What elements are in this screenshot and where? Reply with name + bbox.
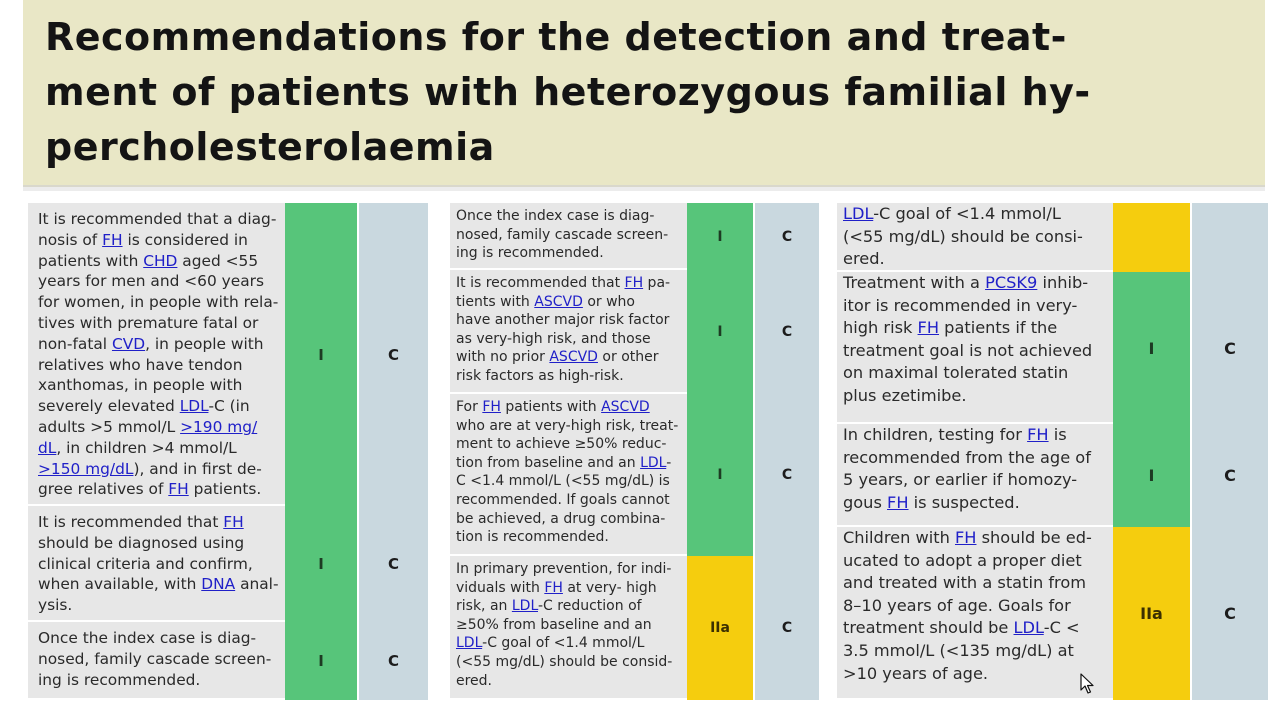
class-cell: I [285,203,357,506]
page-title: Recommendations for the detection and treat- ment of patients with heterozygous familial hy- percholesterolaemia [45,15,1091,169]
term-link[interactable]: FH [482,399,501,415]
table-row [450,394,819,556]
recommendation-text: Once the index case is diag- nosed, family cascade screen- ing is recommended. [28,622,285,700]
table-row [837,203,1268,272]
term-link[interactable]: LDL [843,204,874,223]
class-cell: IIa [687,556,753,700]
table-column-3 [837,0,1268,720]
term-link[interactable]: FH [223,513,244,531]
recommendation-text: For FH patients with ASCVD who are at very-high risk, treat- ment to achieve ≥50% reduc- tion from baseline and an LDL- C <1.4 mmol/L (<55 mg/dL) is recommended. If goals cannot be achieved, a drug combina- tion is recommended. [450,394,687,556]
table-column-2 [450,0,819,720]
term-link[interactable]: FH [168,480,189,499]
recommendation-text: It is recommended that FH should be diagnosed using clinical criteria and confirm, when available, with DNA anal- ysis. [28,506,285,622]
term-link[interactable]: ASCVD [549,349,598,366]
term-link[interactable]: DNA [201,575,236,594]
term-link[interactable]: CVD [111,334,146,353]
level-cell: C [359,506,428,622]
recommendation-text: In children, testing for FH is recommended from the age of 5 years, or earlier if homozy- gous FH is suspected. [837,424,1113,527]
level-cell: C [755,556,819,700]
recommendation-text: In primary prevention, for indi- viduals with FH at very- high risk, an LDL-C reduction of ≥50% from baseline and an LDL-C goal of <1.4 mmol/L (<55 mg/dL) should be consid- ered. [450,556,687,700]
class-cell [1113,203,1190,272]
class-cell: I [687,270,753,394]
table-row [837,424,1268,527]
term-link[interactable]: FH [624,275,644,291]
level-cell: C [1192,424,1268,527]
class-cell: I [687,394,753,556]
term-link[interactable]: >190 mg/ dL [38,417,258,457]
recommendation-text: LDL-C goal of <1.4 mmol/L (<55 mg/dL) should be consi- ered. [837,203,1113,272]
term-link[interactable]: FH [544,579,563,596]
class-cell: I [285,506,357,622]
term-link[interactable]: >150 mg/dL [38,459,134,478]
level-cell: C [1192,272,1268,424]
level-cell: C [755,203,819,270]
term-link[interactable]: ASCVD [601,399,650,415]
table-row [450,556,819,700]
table-row [28,622,428,700]
term-link[interactable]: FH [102,230,123,249]
recommendation-text: It is recommended that FH pa- tients with ASCVD or who have another major risk factor as very-high risk, and those with no prior ASCVD or other risk factors as high-risk. [450,270,687,394]
class-cell: I [285,622,357,700]
term-link[interactable]: FH [954,528,977,547]
term-link[interactable]: LDL [511,598,538,615]
recommendation-text: It is recommended that a diag- nosis of FH is considered in patients with CHD aged <55 years for men and <60 years for women, in people with rela- tives with premature fatal or non-fatal CVD, in people with relatives who have tendon xanthomas, in people with severely elevated LDL-C (in adults >5 mmol/L >190 mg/ dL, in children >4 mmol/L >150 mg/dL), and in first de- gree relatives of FH patients. [28,203,285,506]
term-link[interactable]: LDL [1013,618,1044,638]
table-row [28,203,428,506]
table-row [450,203,819,270]
class-cell: I [687,203,753,270]
level-cell: C [755,270,819,394]
table-row [837,272,1268,424]
mouse-pointer-icon [1080,673,1096,695]
class-cell: I [1113,424,1190,527]
recommendation-text: Children with FH should be ed- ucated to adopt a proper diet and treated with a statin from 8–10 years of age. Goals for treatment should be LDL-C < 3.5 mmol/L (<135 mg/dL) at >10 years of age. [837,527,1113,700]
term-link[interactable]: FH [917,318,940,338]
term-link[interactable]: FH [1027,425,1049,444]
term-link[interactable]: LDL [179,397,209,416]
recommendation-text: Treatment with a PCSK9 inhib- itor is recommended in very- high risk FH patients if the treatment goal is not achieved on maximal tolerated statin plus ezetimibe. [837,272,1113,424]
table-row [837,527,1268,700]
term-link[interactable]: CHD [143,251,178,270]
level-cell [1192,203,1268,272]
level-cell: C [1192,527,1268,700]
term-link[interactable]: PCSK9 [985,273,1038,292]
level-cell: C [755,394,819,556]
table-row [28,506,428,622]
term-link[interactable]: LDL [456,635,483,652]
table-column-1 [28,0,428,720]
class-cell: I [1113,272,1190,424]
term-link[interactable]: ASCVD [534,293,583,310]
recommendation-text: Once the index case is diag- nosed, family cascade screen- ing is recommended. [450,203,687,270]
term-link[interactable]: FH [887,492,909,512]
table-row [450,270,819,394]
level-cell: C [359,622,428,700]
class-cell: IIa [1113,527,1190,700]
level-cell: C [359,203,428,506]
term-link[interactable]: LDL [640,454,667,471]
